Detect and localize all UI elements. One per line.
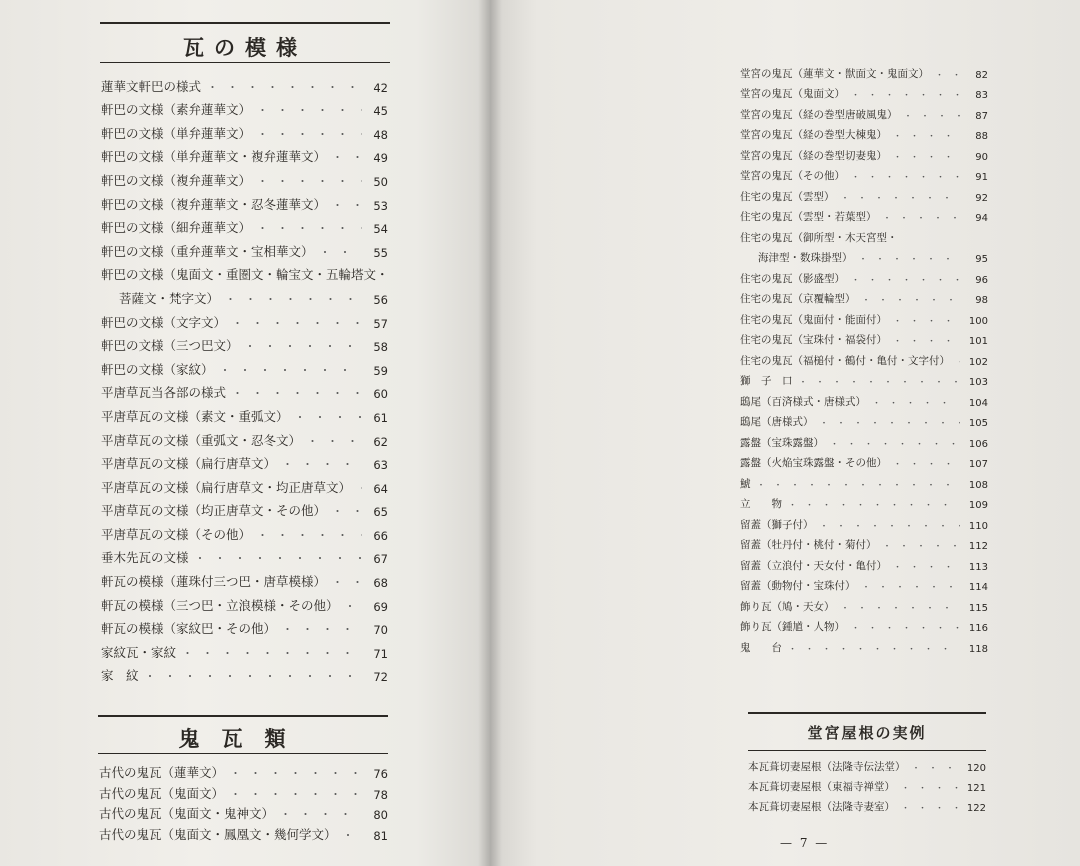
leader-dots xyxy=(877,211,961,224)
header-rule-top xyxy=(748,712,986,714)
leader-dots xyxy=(351,480,362,496)
leader-dots xyxy=(887,560,960,573)
toc-entry-page: 107 xyxy=(968,459,988,470)
toc-entry-label: 堂宮の鬼瓦（鬼面文） xyxy=(740,88,845,100)
toc-entry-page: 80 xyxy=(373,808,388,823)
toc-entry xyxy=(101,189,388,213)
toc-entry-page: 109 xyxy=(968,500,988,511)
toc-entry xyxy=(740,491,988,512)
toc-entry xyxy=(740,306,988,327)
toc-entry-label: 古代の鬼瓦（鬼面文・鬼神文） xyxy=(99,806,275,822)
toc-entry-page: 120 xyxy=(966,763,986,774)
toc-entry-page: 122 xyxy=(966,803,986,814)
toc-entry-page: 60 xyxy=(373,387,388,402)
leader-dots xyxy=(898,109,961,122)
toc-entry-page: 81 xyxy=(373,829,388,844)
toc-entry-label: 堂宮の鬼瓦（経の巻型切妻鬼） xyxy=(740,149,887,162)
toc-entry-label: 留蓋（立浪付・天女付・亀付） xyxy=(740,559,887,572)
toc-entry xyxy=(101,236,388,260)
toc-entry-page: 108 xyxy=(968,479,988,491)
leader-dots xyxy=(251,527,362,543)
leader-dots xyxy=(326,149,362,165)
toc-entry-label: 軒巴の文様（複弁蓮華文・忍冬蓮華文） xyxy=(101,196,327,212)
leader-dots xyxy=(226,385,362,401)
toc-entry-page: 98 xyxy=(975,295,988,306)
leader-dots xyxy=(895,801,958,814)
toc-entry xyxy=(101,213,388,237)
toc-entry xyxy=(740,368,988,389)
toc-entry-label: 軒瓦の模様（蓮珠付三つ巴・唐草模様） xyxy=(101,574,327,590)
toc-entry xyxy=(740,265,988,286)
toc-entry-label: 軒巴の文様（文字文） xyxy=(101,314,227,330)
toc-entry-label: 古代の鬼瓦（蓮華文） xyxy=(99,764,225,780)
toc-entry-page: 110 xyxy=(968,520,988,532)
toc-entry-page: 87 xyxy=(975,110,988,122)
leader-dots xyxy=(887,129,960,142)
toc-entry xyxy=(740,511,988,532)
toc-entry-label: 平唐草瓦の文様（均正唐草文・その他） xyxy=(101,503,327,519)
toc-list-tile-patterns xyxy=(101,71,388,684)
toc-entry xyxy=(740,429,988,450)
toc-entry xyxy=(101,354,388,378)
toc-entry-page: 69 xyxy=(373,599,388,614)
toc-entry-label: 菩薩文・梵字文） xyxy=(119,290,220,306)
toc-entry-page: 42 xyxy=(373,80,388,95)
leader-dots xyxy=(895,781,958,794)
toc-entry xyxy=(740,245,988,266)
toc-entry-page: 100 xyxy=(968,315,988,327)
leader-dots xyxy=(845,88,960,101)
leader-dots xyxy=(251,126,362,142)
toc-entry-page: 91 xyxy=(975,172,988,183)
toc-entry-label: 留蓋（牡丹付・桃付・菊付） xyxy=(740,539,877,551)
toc-entry-label: 家紋瓦・家紋 xyxy=(101,644,177,660)
toc-entry xyxy=(99,781,388,802)
toc-entry xyxy=(748,774,986,794)
leader-dots xyxy=(219,291,362,307)
toc-entry-label: 軒瓦の模様（三つ巴・立浪模様・その他） xyxy=(101,597,339,613)
leader-dots xyxy=(214,362,362,378)
leader-dots xyxy=(845,621,960,634)
leader-dots xyxy=(835,601,961,614)
leader-dots xyxy=(274,806,362,822)
toc-entry xyxy=(740,409,988,430)
toc-entry-page: 105 xyxy=(968,418,988,429)
toc-entry-label: 軒巴の文様（鬼面文・重圏文・輪宝文・五輪塔文・ xyxy=(101,267,389,283)
header-rule-top xyxy=(98,715,388,717)
toc-entry-label: 鯱 xyxy=(740,477,751,490)
toc-entry-page: 62 xyxy=(373,434,388,449)
toc-entry-page: 57 xyxy=(373,316,388,331)
leader-dots xyxy=(289,409,362,425)
toc-list-onigawara xyxy=(99,760,388,843)
toc-entry xyxy=(99,760,388,781)
leader-dots xyxy=(856,580,961,593)
section-title: 堂宮屋根の実例 xyxy=(807,724,927,742)
leader-dots xyxy=(176,645,362,661)
toc-entry-label: 平唐草瓦の文様（素文・重弧文） xyxy=(101,408,289,424)
toc-entry-label: 軒巴の文様（単弁蓮華文・複弁蓮華文） xyxy=(101,149,327,165)
toc-entry-label: 堂宮の鬼瓦（経の巻型唐破風鬼） xyxy=(740,108,898,121)
section-title: 瓦の模様 xyxy=(183,35,307,60)
leader-dots xyxy=(224,786,362,802)
toc-entry xyxy=(101,637,388,661)
toc-entry xyxy=(101,614,388,638)
toc-entry-page: 90 xyxy=(975,151,988,163)
toc-entry xyxy=(101,71,388,95)
leader-dots xyxy=(751,478,961,491)
toc-entry xyxy=(740,552,988,573)
toc-entry xyxy=(101,95,388,119)
toc-entry-label: 鴟尾（百済様式・唐様式） xyxy=(740,395,866,408)
toc-entry-label: 軒巴の文様（複弁蓮華文） xyxy=(101,172,252,188)
toc-entry-page: 64 xyxy=(373,481,388,496)
leader-dots xyxy=(239,338,362,354)
toc-entry xyxy=(101,449,388,473)
toc-entry-page: 104 xyxy=(968,397,988,409)
section-title: 鬼瓦類 xyxy=(178,726,308,751)
toc-entry-page: 55 xyxy=(373,245,388,260)
toc-entry-label: 留蓋（動物付・宝珠付） xyxy=(740,580,856,592)
toc-entry-label: 露盤（宝珠露盤） xyxy=(740,436,824,449)
toc-entry-page: 53 xyxy=(373,198,388,213)
toc-entry xyxy=(740,101,988,122)
toc-entry-page: 59 xyxy=(373,363,388,378)
toc-entry-label: 軒巴の文様（細弁蓮華文） xyxy=(101,220,252,236)
leader-dots xyxy=(326,197,362,213)
toc-entry-label: 軒巴の文様（重弁蓮華文・宝相華文） xyxy=(101,243,314,259)
toc-entry-page: 96 xyxy=(975,274,988,286)
header-rule-bottom xyxy=(100,62,390,63)
toc-entry-label: 住宅の鬼瓦（雲型） xyxy=(740,190,835,203)
toc-entry-page: 68 xyxy=(373,576,388,591)
toc-list-roof-examples xyxy=(748,754,986,814)
toc-entry-page: 112 xyxy=(968,541,988,552)
toc-entry-label: 軒巴の文様（単弁蓮華文） xyxy=(101,125,252,141)
toc-entry xyxy=(740,183,988,204)
toc-entry-label: 住宅の鬼瓦（京覆輪型） xyxy=(740,293,856,305)
toc-entry xyxy=(101,142,388,166)
toc-entry-page: 101 xyxy=(968,336,988,347)
toc-entry xyxy=(101,118,388,142)
toc-entry-label: 住宅の鬼瓦（鬼面付・能面付） xyxy=(740,313,887,326)
toc-entry-label: 堂宮の鬼瓦（経の巻型大棟鬼） xyxy=(740,129,887,141)
toc-entry xyxy=(740,163,988,184)
section-header-onigawara xyxy=(98,715,388,755)
toc-entry xyxy=(101,307,388,331)
leader-dots xyxy=(845,273,960,286)
toc-entry-page: 113 xyxy=(968,561,988,573)
toc-entry-page: 72 xyxy=(373,670,388,685)
leader-dots xyxy=(782,498,960,511)
leader-dots xyxy=(814,519,961,532)
toc-entry-page: 48 xyxy=(373,127,388,142)
leader-dots xyxy=(326,574,362,590)
toc-entry-label: 住宅の鬼瓦（宝珠付・福袋付） xyxy=(740,334,887,346)
leader-dots xyxy=(339,598,362,614)
toc-entry xyxy=(740,286,988,307)
toc-entry-label: 飾り瓦（鍾馗・人物） xyxy=(740,621,845,633)
left-page xyxy=(0,0,490,866)
toc-entry-label: 住宅の鬼瓦（影盛型） xyxy=(740,272,845,285)
toc-entry-label: 住宅の鬼瓦（福槌付・鶴付・亀付・文字付） xyxy=(740,354,950,367)
leader-dots xyxy=(224,765,362,781)
toc-entry-label: 古代の鬼瓦（鬼面文・鳳凰文・幾何学文） xyxy=(99,827,337,843)
toc-entry xyxy=(99,802,388,823)
toc-entry-label: 堂宮の鬼瓦（その他） xyxy=(740,170,845,182)
toc-entry xyxy=(740,347,988,368)
toc-entry-page: 71 xyxy=(373,646,388,661)
toc-entry-page: 95 xyxy=(975,254,988,265)
toc-entry-page: 102 xyxy=(968,356,988,368)
toc-entry xyxy=(740,224,988,245)
toc-entry xyxy=(101,425,388,449)
toc-entry-label: 留蓋（獅子付） xyxy=(740,518,814,531)
toc-entry-label: 古代の鬼瓦（鬼面文） xyxy=(99,785,225,801)
toc-entry-label: 飾り瓦（鳩・天女） xyxy=(740,600,835,613)
leader-dots xyxy=(337,827,362,843)
toc-entry xyxy=(101,378,388,402)
toc-entry-page: 50 xyxy=(373,174,388,189)
toc-entry-label: 海津型・数珠掛型） xyxy=(758,252,853,264)
toc-entry-page: 70 xyxy=(373,623,388,638)
toc-entry xyxy=(740,593,988,614)
leader-dots xyxy=(189,550,362,566)
toc-entry-page: 63 xyxy=(373,458,388,473)
toc-entry-page: 121 xyxy=(966,783,986,794)
leader-dots xyxy=(251,220,362,236)
toc-entry xyxy=(748,794,986,814)
toc-entry-label: 平唐草瓦の文様（その他） xyxy=(101,526,252,542)
toc-entry xyxy=(101,260,388,284)
toc-list-onigawara-continued xyxy=(740,60,988,655)
toc-entry-page: 92 xyxy=(975,192,988,204)
toc-entry xyxy=(99,822,388,843)
toc-entry-label: 平唐草瓦の文様（扁行唐草文・均正唐草文） xyxy=(101,479,352,495)
toc-entry xyxy=(101,331,388,355)
toc-entry-page: 94 xyxy=(975,213,988,224)
leader-dots xyxy=(835,191,961,204)
toc-entry-page: 83 xyxy=(975,90,988,101)
leader-dots xyxy=(877,539,961,552)
toc-entry-page: 56 xyxy=(373,292,388,307)
toc-entry xyxy=(740,60,988,81)
toc-entry xyxy=(101,165,388,189)
toc-entry-label: 獅 子 口 xyxy=(740,375,793,387)
toc-entry-page: 82 xyxy=(975,69,988,81)
toc-entry xyxy=(101,543,388,567)
toc-entry-page: 76 xyxy=(373,766,388,781)
toc-entry-label: 鴟尾（唐様式） xyxy=(740,416,814,428)
toc-entry-page: 106 xyxy=(968,438,988,450)
leader-dots xyxy=(887,334,960,347)
toc-entry xyxy=(101,401,388,425)
toc-entry-page: 61 xyxy=(373,410,388,425)
toc-entry-label: 本瓦葺切妻屋根（東福寺禅堂） xyxy=(748,781,895,793)
section-header-roof-examples xyxy=(748,712,986,752)
toc-entry-page: 115 xyxy=(968,602,988,614)
toc-entry-page: 49 xyxy=(373,151,388,166)
leader-dots xyxy=(276,621,362,637)
toc-entry-label: 平唐草瓦の文様（重弧文・忍冬文） xyxy=(101,432,302,448)
toc-entry xyxy=(740,122,988,143)
toc-entry-label: 軒巴の文様（三つ巴文） xyxy=(101,338,239,354)
toc-entry-page: 54 xyxy=(373,222,388,237)
leader-dots xyxy=(814,416,961,429)
toc-entry-page: 66 xyxy=(373,528,388,543)
toc-entry-label: 住宅の鬼瓦（雲型・若葉型） xyxy=(740,211,877,223)
toc-entry-page: 103 xyxy=(968,377,988,388)
leader-dots xyxy=(251,173,362,189)
toc-entry xyxy=(740,204,988,225)
toc-entry xyxy=(748,754,986,774)
toc-entry-label: 軒瓦の模様（家紋巴・その他） xyxy=(101,621,277,637)
toc-entry-page: 67 xyxy=(373,552,388,567)
header-rule-bottom xyxy=(98,753,388,754)
toc-entry xyxy=(740,573,988,594)
toc-entry-label: 立 物 xyxy=(740,498,782,510)
toc-entry xyxy=(101,283,388,307)
page-number: — 7 — xyxy=(780,836,830,850)
right-page xyxy=(490,0,1080,866)
toc-entry-label: 軒巴の文様（家紋） xyxy=(101,361,214,377)
toc-entry-label: 堂宮の鬼瓦（蓮華文・獣面文・鬼面文） xyxy=(740,67,929,80)
toc-entry-label: 露盤（火焔宝珠露盤・その他） xyxy=(740,457,887,469)
toc-entry xyxy=(740,450,988,471)
leader-dots xyxy=(950,355,960,368)
toc-entry-label: 平唐草瓦の文様（扁行唐草文） xyxy=(101,456,277,472)
toc-entry xyxy=(740,388,988,409)
toc-entry xyxy=(740,142,988,163)
toc-entry-page: 114 xyxy=(968,582,988,593)
toc-entry-label: 本瓦葺切妻屋根（法隆寺妻室） xyxy=(748,801,895,813)
toc-entry-label: 蓮華文軒巴の様式 xyxy=(101,78,202,94)
leader-dots xyxy=(201,79,362,95)
leader-dots xyxy=(314,244,362,260)
leader-dots xyxy=(887,150,960,163)
toc-entry-page: 58 xyxy=(373,340,388,355)
toc-entry-page: 118 xyxy=(968,643,988,655)
toc-entry xyxy=(740,81,988,102)
toc-entry-page: 65 xyxy=(373,505,388,520)
leader-dots xyxy=(929,68,960,81)
toc-entry-label: 軒巴の文様（素弁蓮華文） xyxy=(101,102,252,118)
toc-entry xyxy=(101,496,388,520)
leader-dots xyxy=(887,314,960,327)
leader-dots xyxy=(326,503,362,519)
leader-dots xyxy=(887,457,960,470)
toc-entry xyxy=(740,532,988,553)
section-header-tile-patterns xyxy=(100,22,390,66)
toc-entry xyxy=(740,634,988,655)
toc-entry-label: 住宅の鬼瓦（御所型・木天宮型・ xyxy=(740,231,898,244)
toc-entry-page: 45 xyxy=(373,104,388,119)
leader-dots xyxy=(793,375,961,388)
leader-dots xyxy=(824,437,960,450)
leader-dots xyxy=(845,170,960,183)
toc-entry-label: 家 紋 xyxy=(101,668,139,684)
leader-dots xyxy=(139,668,362,684)
leader-dots xyxy=(276,456,362,472)
leader-dots xyxy=(226,315,362,331)
header-rule-bottom xyxy=(748,750,986,751)
leader-dots xyxy=(782,642,960,655)
toc-entry xyxy=(101,472,388,496)
toc-entry xyxy=(740,614,988,635)
toc-entry xyxy=(101,519,388,543)
leader-dots xyxy=(853,252,961,265)
toc-entry-label: 平唐草瓦当各部の様式 xyxy=(101,385,227,401)
toc-entry-label: 鬼 台 xyxy=(740,641,782,654)
toc-entry xyxy=(740,470,988,491)
toc-entry-page: 116 xyxy=(968,623,988,634)
book-gutter xyxy=(478,0,502,866)
toc-entry xyxy=(101,590,388,614)
toc-entry-label: 本瓦葺切妻屋根（法隆寺伝法堂） xyxy=(748,761,906,773)
toc-entry-page: 78 xyxy=(373,787,388,802)
toc-entry-label: 垂木先瓦の文様 xyxy=(101,550,189,566)
toc-entry xyxy=(101,566,388,590)
leader-dots xyxy=(906,761,959,774)
toc-entry-page: 88 xyxy=(975,131,988,142)
leader-dots xyxy=(866,396,960,409)
header-rule-top xyxy=(100,22,390,24)
toc-entry xyxy=(740,327,988,348)
toc-entry xyxy=(101,661,388,685)
leader-dots xyxy=(251,102,362,118)
leader-dots xyxy=(856,293,961,306)
leader-dots xyxy=(301,433,362,449)
